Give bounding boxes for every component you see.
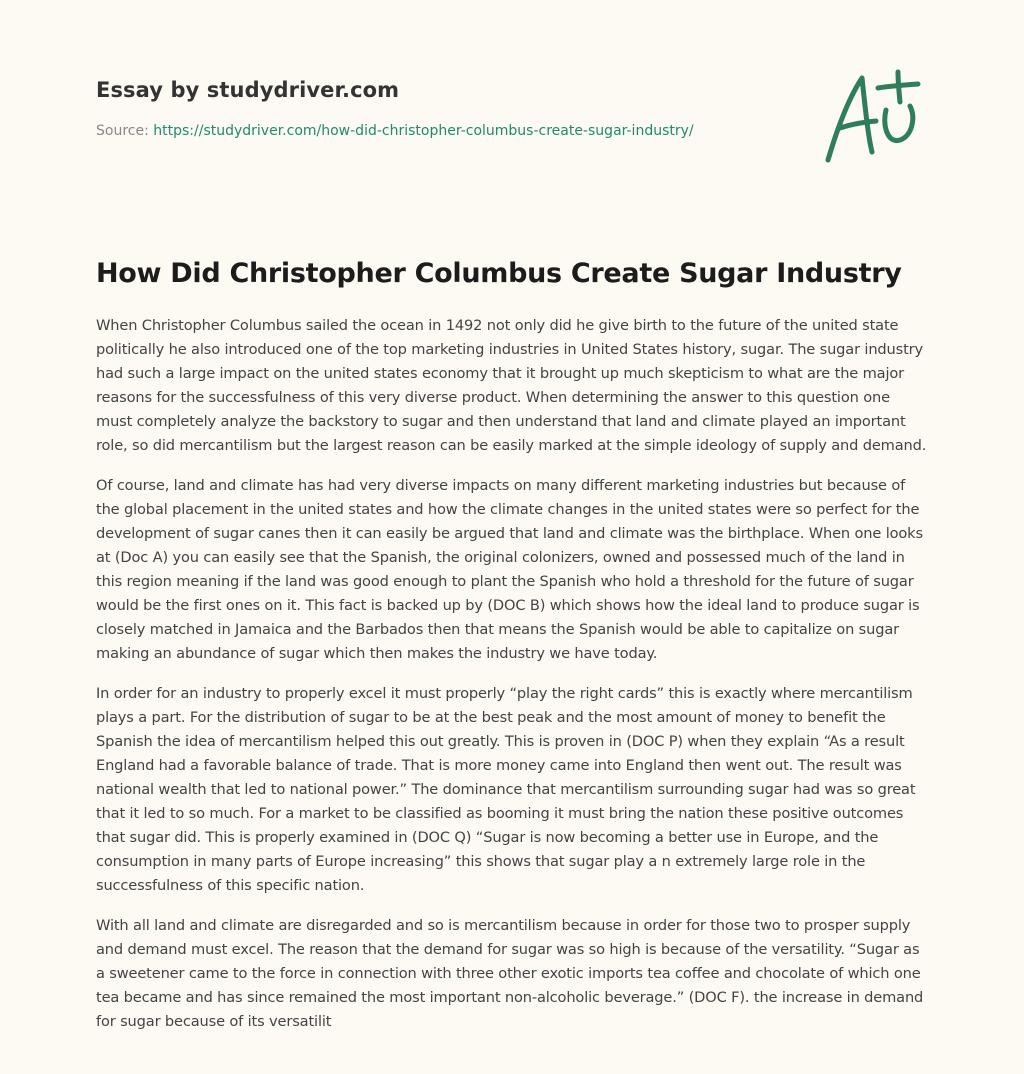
a-plus-grade-icon [818, 66, 928, 166]
article-body [96, 314, 930, 1050]
site-title: Essay by studydriver.com [96, 78, 400, 102]
article-title: How Did Christopher Columbus Create Sugar Industry [96, 258, 902, 289]
source-label: Source: [96, 123, 149, 139]
body-paragraph: When Christopher Columbus sailed the ocean in 1492 not only did he give birth to the future of the united state politically he also introduced one of the top marketing industries in United States history, sugar. The sugar industry had such a large impact on the united states economy that it brought up much skepticism to what are the major reasons for the successfulness of this very diverse product. When determining the answer to this question one must completely analyze the backstory to sugar and then understand that land and climate played an important role, so did mercantilism but the largest reason can be easily marked at the simple ideology of supply and demand. [96, 317, 927, 454]
body-paragraph: In order for an industry to properly excel it must properly “play the right cards” this is exactly where mercantilism plays a part. For the distribution of sugar to be at the best peak and the most amount of money to benefit the Spanish the idea of mercantilism helped this out greatly. This is proven in (DOC P) when they explain “As a result England had a favorable balance of trade. That is more money came into England then went out. The result was national wealth that led to national power.” The dominance that mercantilism surrounding sugar had was so great that it led to so much. For a market to be classified as booming it must bring the nation these positive outcomes that sugar did. This is properly examined in (DOC Q) “Sugar is now becoming a better use in Europe, and the consumption in many parts of Europe increasing” this shows that sugar play a n extremely large role in the successfulness of this specific nation. [96, 685, 916, 894]
page-header [96, 76, 796, 141]
source-link[interactable]: https://studydriver.com/how-did-christopher-columbus-create-sugar-industry/ [153, 123, 694, 139]
body-paragraph: Of course, land and climate has had very diverse impacts on many different marketing industries but because of the global placement in the united states and how the climate changes in the united states were so perfect for the development of sugar canes then it can easily be argued that land and climate was the birthplace. When one looks at (Doc A) you can easily see that the Spanish, the original colonizers, owned and possessed much of the land in this region meaning if the land was good enough to plant the Spanish who hold a threshold for the future of sugar would be the first ones on it. This fact is backed up by (DOC B) which shows how the ideal land to produce sugar is closely matched in Jamaica and the Barbados then that means the Spanish would be able to capitalize on sugar making an abundance of sugar which then makes the industry we have today. [96, 477, 923, 662]
source-line [96, 121, 796, 141]
body-paragraph: With all land and climate are disregarded and so is mercantilism because in order for those two to prosper supply and demand must excel. The reason that the demand for sugar was so high is because of the versatility. “Sugar as a sweetener came to the force in connection with three other exotic imports tea coffee and chocolate of which one tea became and has since remained the most important non-alcoholic beverage.” (DOC F). the increase in demand for sugar because of its versatilit [96, 917, 924, 1030]
